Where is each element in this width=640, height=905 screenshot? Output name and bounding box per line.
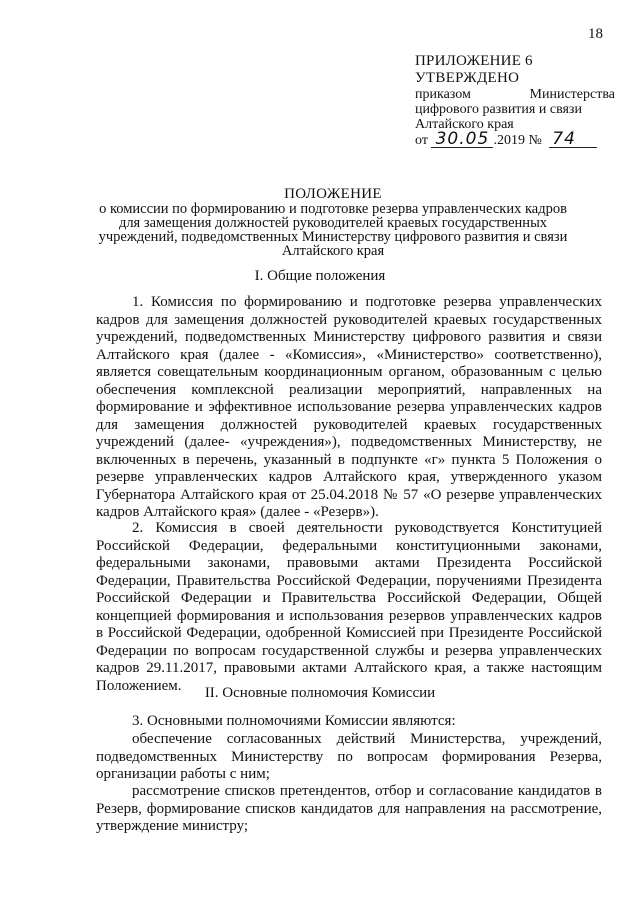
order-line: [415, 87, 615, 102]
paragraph-3: 3. Основными полномочиями Комиссии являются:: [132, 713, 456, 729]
paragraph-2: 2. Комиссия в своей деятельности руководствуется Конституцией Российской Федерации, федеральными конституционными законами, федеральными законами, правовыми актами Президента Российской Федерации, Правительства Российской Федерации, поручениями Президента Российской Федерации и Правительства Российской Федерации, Общей концепцией формирования и использования резервов управленческих кадров в Российской Федерации, одобренной Комиссией при Президенте Российской Федерации по вопросам государственной службы и резерва управленческих кадров 29.11.2017, правовыми актами Алтайского края, а также настоящим Положением.: [96, 520, 602, 694]
list-item-1: обеспечение согласованных действий Министерства, учреждений, подведомственных Министерству по вопросам формирования Резерва, организации работы с ним;: [96, 731, 602, 782]
section-2-heading: II. Основные полномочия Комиссии: [204, 685, 436, 701]
document-title: ПОЛОЖЕНИЕ: [284, 186, 382, 202]
date-prefix: от: [415, 133, 428, 148]
handwritten-date: 30.05: [431, 132, 493, 148]
document-title-block: [88, 187, 578, 258]
ministry-name-line: цифрового развития и связи: [415, 102, 582, 117]
order-date-row: [415, 129, 615, 149]
region-line: Алтайского края: [415, 117, 514, 132]
page-number: 18: [588, 26, 603, 42]
paragraph-1: 1. Комиссия по формированию и подготовке резерва управленческих кадров для замещения должностей руководителей краевых государственных учреждений, подведомственных Министерству цифрового развития и связи Алтайского края (далее - «Комиссия», «Министерство» соответственно), является совещательным координационным органом, образованным с целью обеспечения комплексной реализации мероприятий, направленных на формирование и эффективное использование резерва управленческих кадров для замещения должностей руководителей краевых государственных учреждений (далее- «учреждения»), подведомственных Министерству, не включенных в перечень, указанный в подпункте «г» пункта 5 Положения о резерве управленческих кадров Алтайского края, утвержденного указом Губернатора Алтайского края от 25.04.2018 № 57 «О резерве управленческих кадров Алтайского края» (далее - «Резерв»).: [96, 294, 602, 520]
approval-stamp: [415, 54, 615, 148]
by-order-word: приказом: [415, 87, 471, 102]
date-year: .2019 №: [493, 133, 542, 148]
ministry-word: Министерства: [529, 87, 615, 102]
section-1-heading: I. Общие положения: [254, 268, 386, 284]
appendix-label: ПРИЛОЖЕНИЕ 6: [415, 53, 533, 69]
approved-label: УТВЕРЖДЕНО: [415, 70, 520, 86]
handwritten-order-number: 74: [549, 132, 597, 148]
document-subtitle: о комиссии по формированию и подготовке резерва управленческих кадров для замещения должностей руководителей краевых государственных учреждений, подведомственных Министерству цифрового развития и связи Алтайского края: [98, 201, 568, 259]
list-item-2: рассмотрение списков претендентов, отбор и согласование кандидатов в Резерв, формирование списков кандидатов для направления на рассмотрение, утверждение министру;: [96, 783, 602, 834]
